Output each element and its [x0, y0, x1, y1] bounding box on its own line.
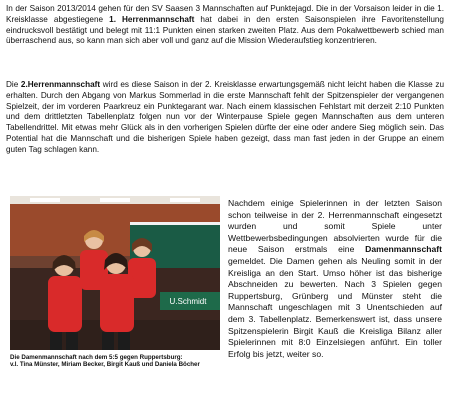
caption-line: v.l. Tina Münster, Miriam Becker, Birgit Kauß und Daniela Böcher	[10, 361, 200, 369]
banner-text: U.Schmidt	[169, 297, 207, 306]
team-name-damen: Damenmannschaft	[365, 244, 442, 255]
paragraph-herren-1	[6, 4, 444, 47]
paragraph-text: Nachdem einige Spielerinnen in der letzten Saison schon teilweise in der 2. Herrenmannschaft eingesetzt wurden und somit Spiele unter Wettbewerbsbedingungen absolvierten wurde für die neue Saison erstmals eine	[228, 198, 442, 255]
paragraph-text: hat dabei in den ersten Saisonspielen ihre Favoritenstellung eindrucksvoll bestätigt und belegt mit 11:1 Punkten einen starken zweiten Platz. Aus dem Pokalwettbewerb schied man überraschend aus, so kann man sich aber voll und ganz auf die Mission Wiederaufstieg konzentrieren.	[6, 14, 444, 46]
paragraph-text: Die	[6, 80, 21, 89]
paragraph-herren-2	[6, 80, 444, 156]
paragraph-text: wird es diese Saison in der 2. Kreisklasse erwartungsgemäß nicht leicht haben die Klasse zu erhalten. Durch den Abgang von Markus Sommerlad in die erste Mannschaft fehlt der Spitzenspieler der vergangenen Spielzeit, der im vorderen Paarkreuz ein Punktegarant war. Nach einem klassischen Fehlstart mit derzeit 2:10 Punkten und dem drittletzten Tabellenplatz folgen nun vor der Winterpause Spiele gegen Mannschaften aus dem unteren Tabellendrittel. Mit etwas mehr Glück als in den vorherigen Spielen dürfte der eine oder andere Sieg möglich sein. Das Potential hat die Mannschaft und die bisherigen Spiele haben gezeigt, dass man fast jeden in der Gruppe an einem guten Tag schlagen kann.	[6, 80, 445, 154]
team-photo-illustration	[10, 196, 220, 350]
team-photo	[10, 196, 220, 350]
paragraph-text: In der Saison 2013/2014 gehen für den SV Saasen 3 Mannschaften auf Punktejagd. Die in der Vorsaison leider in die 1. Kreisklasse abgestiegene	[6, 4, 444, 24]
team-name-herren-1: 1. Herrenmannschaft	[109, 14, 195, 24]
photo-caption	[10, 354, 224, 369]
caption-line: Die Damenmannschaft nach dem 5:5 gegen Ruppertsburg:	[10, 354, 183, 361]
paragraph-damen	[228, 198, 442, 360]
team-name-herren-2: 2.Herrenmannschaft	[20, 80, 101, 89]
paragraph-text: gemeldet. Die Damen gehen als Neuling somit in der Kreisliga an den Start. Umso höher ist das bisherige Abschneiden zu bewerten. Nach 3 Spielen gegen Ruppertsburg, Grünberg und Münster steht die Mannschaft ungeschlagen mit 3 Unentschieden auf dem 3. Tabellenplatz. Bemerkenswert ist, dass unsere Spitzenspielerin Birgit Kauß die Kreisliga Bilanz aller Spielerinnen mit 8:0 Einzelsiegen anführt. Ein toller Erfolg bis jetzt, weiter so.	[228, 255, 442, 359]
